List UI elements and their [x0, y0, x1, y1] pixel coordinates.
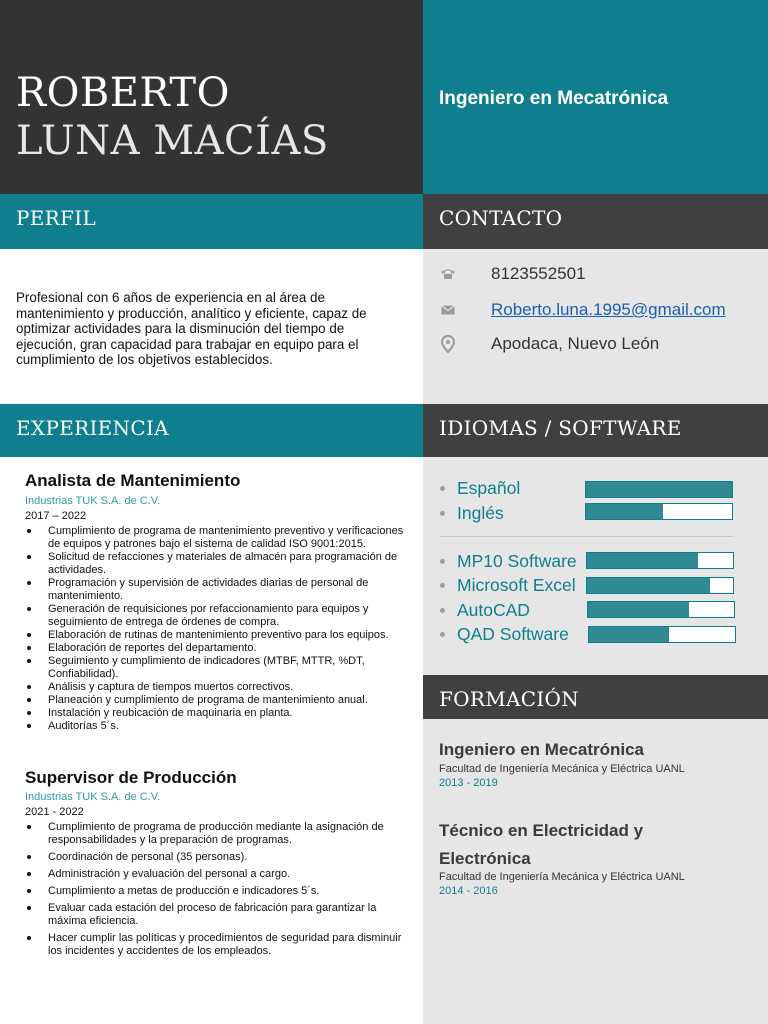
list-item: Cumplimiento de programa de mantenimiento preventivo y verificaciones de equipos y patrones bajo el sistema de calidad ISO 9001:2015.	[25, 525, 405, 551]
job-dates: 2017 – 2022	[25, 510, 87, 522]
idiomas-bar	[423, 404, 768, 457]
first-name: ROBERTO	[16, 70, 230, 116]
location-pin-icon	[439, 335, 457, 353]
last-name: LUNA MACÍAS	[16, 118, 329, 164]
education-years: 2013 - 2019	[439, 777, 498, 789]
list-item: Instalación y reubicación de maquinaria en planta.	[25, 707, 405, 720]
bullet-icon	[440, 608, 445, 613]
skill-label: QAD Software	[457, 623, 569, 644]
mail-icon	[439, 301, 457, 319]
idiomas-heading: IDIOMAS / SOFTWARE	[439, 416, 682, 440]
skill-level-bar	[585, 503, 733, 520]
formacion-heading: FORMACIÓN	[439, 687, 580, 711]
bullet-icon	[440, 559, 445, 564]
list-item: Análisis y captura de tiempos muertos correctivos.	[25, 681, 405, 694]
phone-icon	[439, 265, 457, 283]
skill-level-fill	[589, 627, 669, 642]
skill-label: AutoCAD	[457, 599, 530, 620]
list-item: Planeación y cumplimiento de programa de mantenimiento anual.	[25, 694, 405, 707]
education-years: 2014 - 2016	[439, 885, 498, 897]
job-company: Industrias TUK S.A. de C.V.	[25, 495, 161, 507]
list-item: Seguimiento y cumplimiento de indicadores (MTBF, MTTR, %DT, Confiabilidad).	[25, 655, 405, 681]
contact-email-row	[439, 298, 759, 322]
contact-phone-row	[439, 262, 759, 286]
skill-level-fill	[587, 553, 698, 568]
contacto-heading: CONTACTO	[439, 206, 563, 230]
skill-level-bar	[587, 601, 735, 618]
skill-label: MP10 Software	[457, 550, 577, 571]
skill-label: Español	[457, 477, 521, 498]
list-item: Solicitud de refacciones y materiales de almacén para programación de actividades.	[25, 551, 405, 577]
education-title: Ingeniero en Mecatrónica	[439, 740, 644, 759]
perfil-bar	[0, 194, 423, 249]
job-dates: 2021 - 2022	[25, 806, 84, 818]
education-title: Técnico en Electricidad y Electrónica	[439, 821, 644, 868]
job-title: Analista de Mantenimiento	[25, 471, 241, 490]
profile-text: Profesional con 6 años de experiencia en al área de mantenimiento y producción, analítico y eficiente, capaz de optimizar actividades para la disminución del tiempo de ejecución, gran capacidad para trabajar en equipo para el cumplimiento de los objetivos establecidos.	[16, 290, 367, 367]
job-duties-list	[25, 525, 405, 733]
list-item: Elaboración de rutinas de mantenimiento preventivo para los equipos.	[25, 629, 405, 642]
experiencia-heading: EXPERIENCIA	[16, 416, 169, 440]
bullet-icon	[440, 486, 445, 491]
perfil-heading: PERFIL	[16, 206, 96, 230]
skill-level-fill	[587, 578, 710, 593]
skill-level-fill	[588, 602, 689, 617]
contact-location-row	[439, 332, 759, 356]
contact-phone: 8123552501	[491, 264, 586, 283]
bullet-icon	[440, 511, 445, 516]
skill-level-bar	[588, 626, 736, 643]
skill-level-bar	[586, 552, 734, 569]
list-item: Generación de requisiciones por refaccionamiento para equipos y seguimiento de entrega de órdenes de compra.	[25, 603, 405, 629]
skill-level-bar	[586, 577, 734, 594]
skill-label: Inglés	[457, 502, 504, 523]
formacion-bar	[423, 675, 768, 719]
skill-level-fill	[586, 482, 732, 497]
experiencia-bar	[0, 404, 423, 457]
education-school: Facultad de Ingeniería Mecánica y Eléctrica UANL	[439, 871, 685, 883]
list-item: Elaboración de reportes del departamento.	[25, 642, 405, 655]
job-title: Ingeniero en Mecatrónica	[439, 88, 669, 109]
job-title: Supervisor de Producción	[25, 768, 237, 787]
list-item: Coordinación de personal (35 personas).	[25, 851, 405, 864]
list-item: Auditorías 5´s.	[25, 720, 405, 733]
contact-location: Apodaca, Nuevo León	[491, 334, 660, 353]
skills-divider	[440, 536, 733, 537]
list-item: Cumplimiento a metas de producción e indicadores 5´s.	[25, 885, 405, 898]
bullet-icon	[440, 583, 445, 588]
job-company: Industrias TUK S.A. de C.V.	[25, 791, 161, 803]
education-school: Facultad de Ingeniería Mecánica y Eléctrica UANL	[439, 763, 685, 775]
list-item: Cumplimiento de programa de producción mediante la asignación de responsabilidades y la preparación de programas.	[25, 821, 405, 847]
list-item: Evaluar cada estación del proceso de fabricación para garantizar la máxima eficiencia.	[25, 902, 405, 928]
bullet-icon	[440, 632, 445, 637]
skill-label: Microsoft Excel	[457, 574, 576, 595]
list-item: Administración y evaluación del personal a cargo.	[25, 868, 405, 881]
list-item: Programación y supervisión de actividades diarias de personal de mantenimiento.	[25, 577, 405, 603]
contacto-bar	[423, 194, 768, 249]
contact-email-link[interactable]: Roberto.luna.1995@gmail.com	[491, 300, 726, 319]
job-duties-list	[25, 821, 405, 962]
list-item: Hacer cumplir las políticas y procedimientos de seguridad para disminuir los incidentes y accidentes de los empleados.	[25, 932, 405, 958]
skill-level-fill	[586, 504, 663, 519]
skill-level-bar	[585, 481, 733, 498]
